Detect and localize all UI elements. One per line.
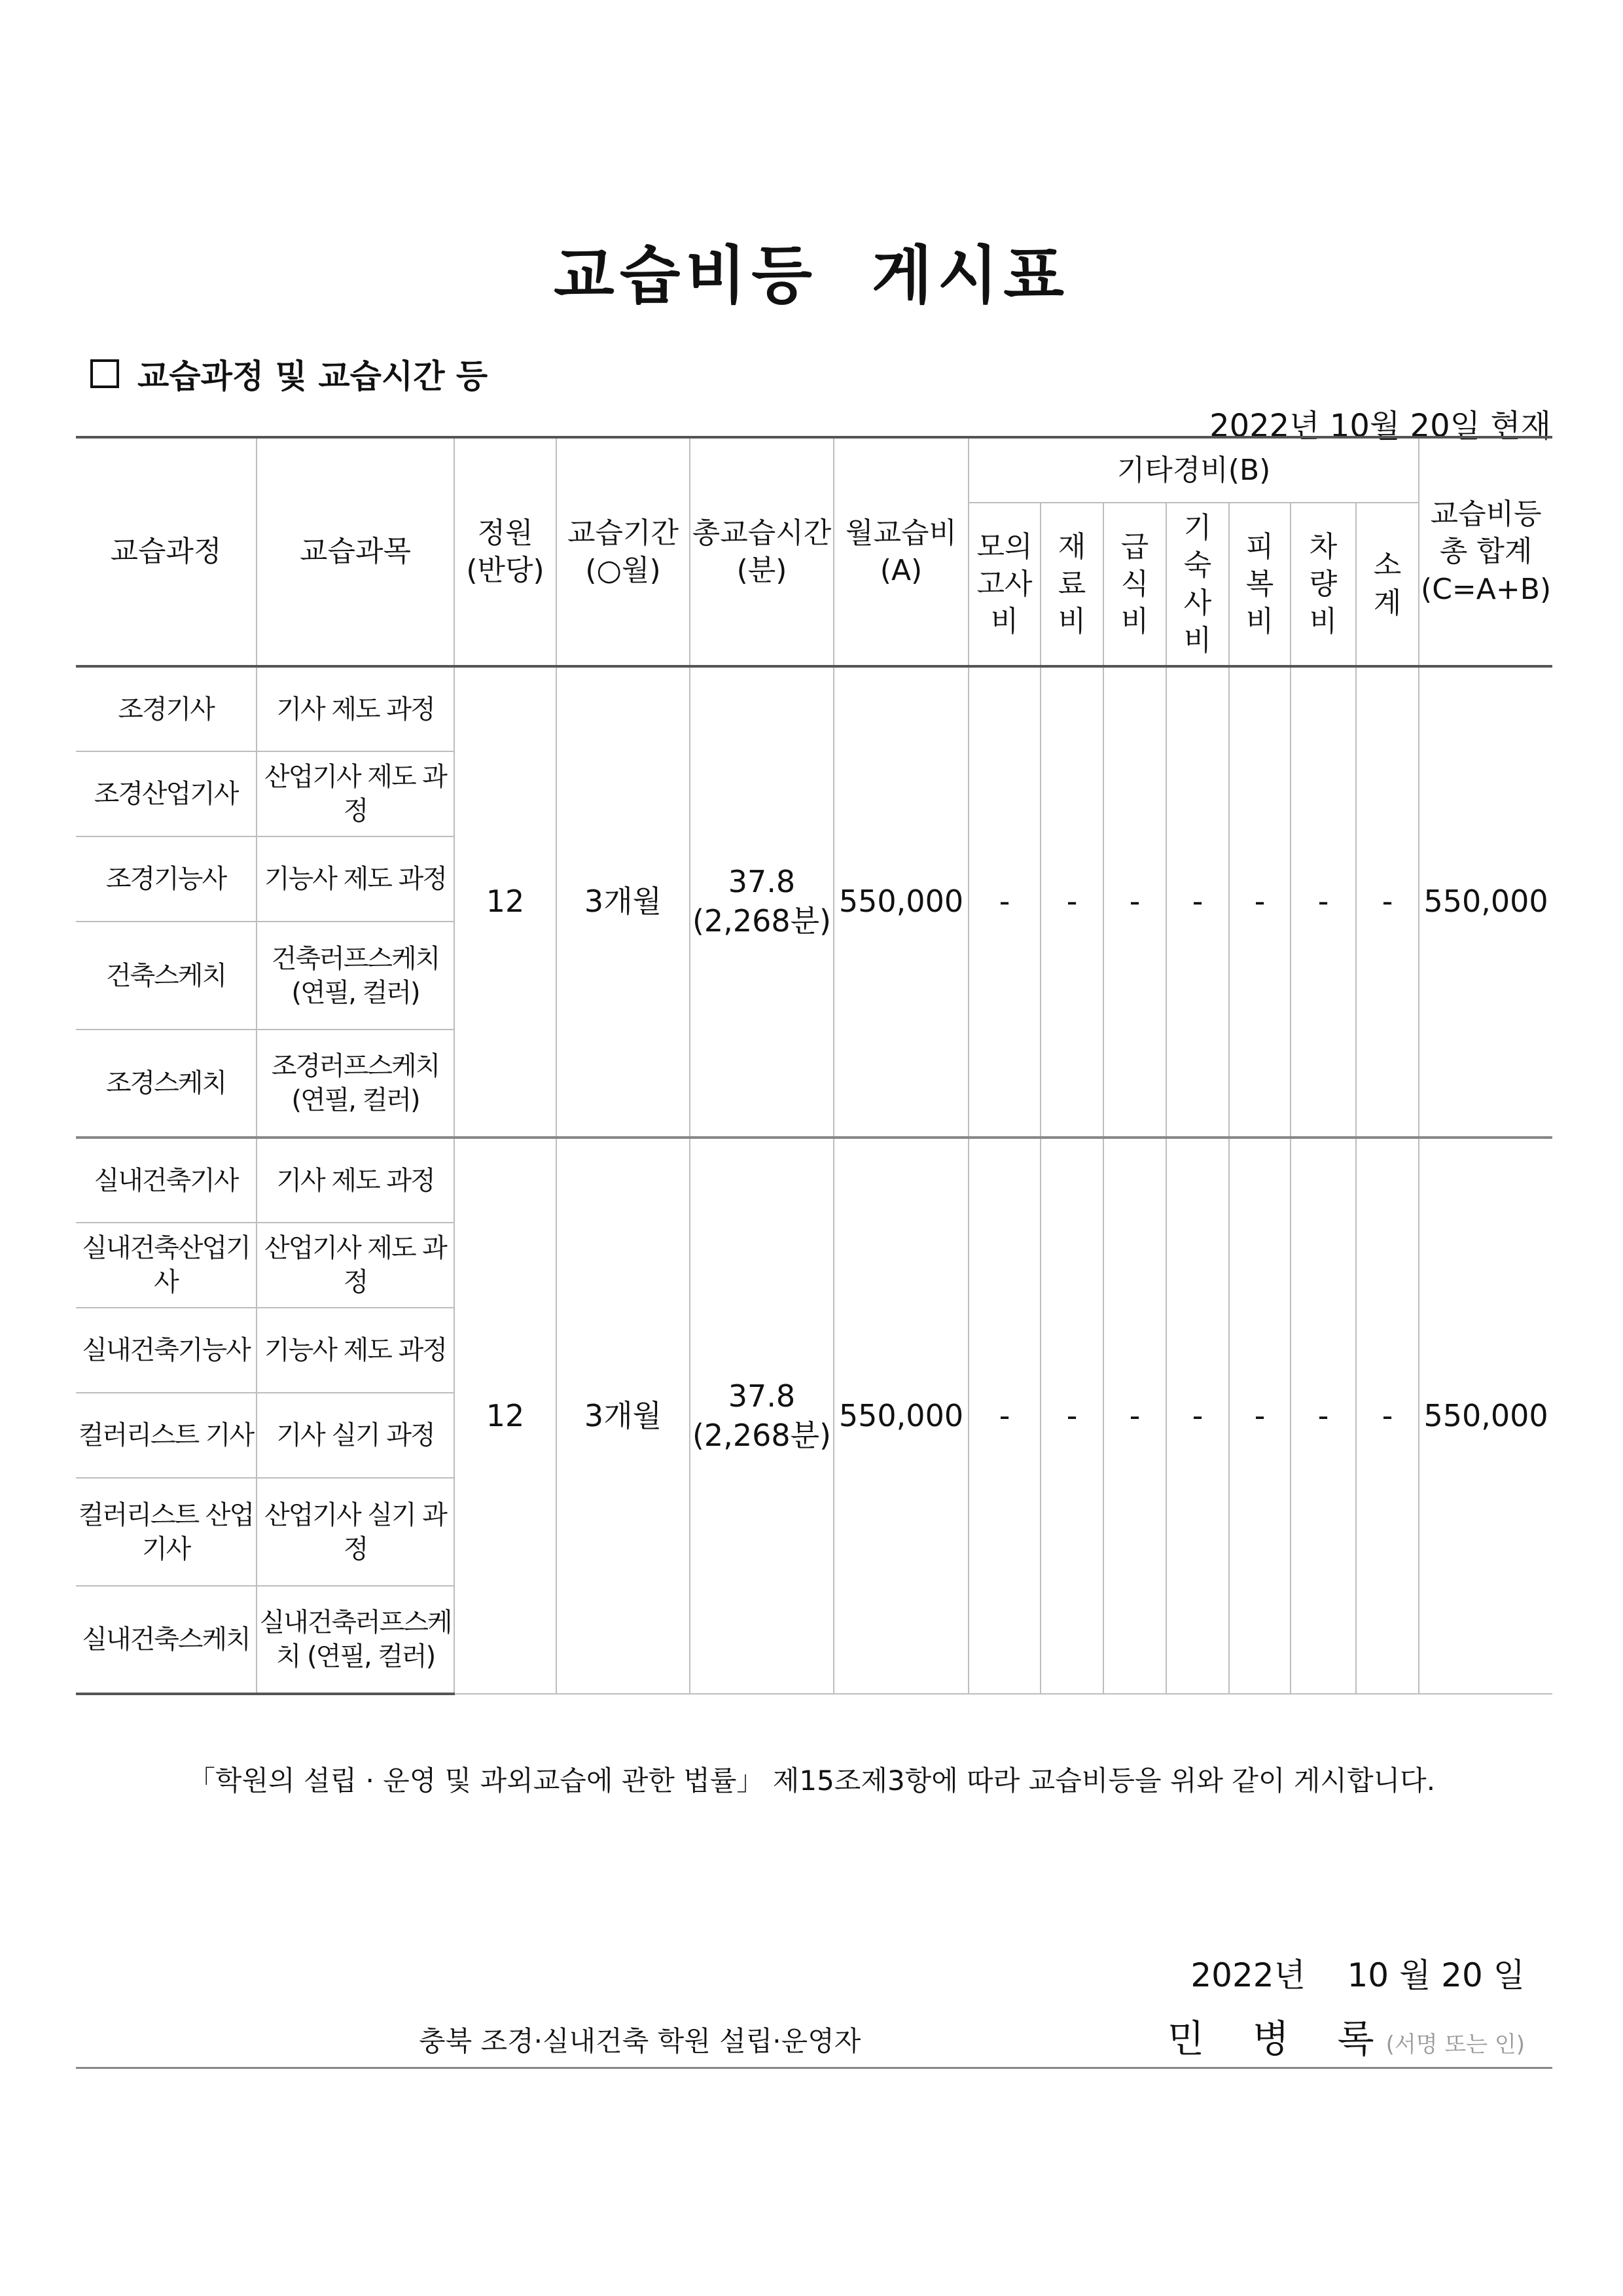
- course-cell: 컬러리스트 기사: [76, 1393, 257, 1478]
- course-cell: 컬러리스트 산업기사: [76, 1478, 257, 1586]
- header-row-1: [76, 437, 1552, 503]
- period-cell: 3개월: [556, 1138, 690, 1694]
- header-other-col: [1229, 503, 1291, 666]
- header-other-col: [1291, 503, 1356, 666]
- other-expense-cell: -: [1166, 1138, 1229, 1694]
- course-cell: 실내건축스케치: [76, 1586, 257, 1694]
- section-heading: [90, 350, 488, 397]
- header-other-col-text: 량: [1309, 567, 1338, 601]
- capacity-cell: 12: [454, 1138, 556, 1694]
- subject-cell: 실내건축러프스케치 (연필, 컬러): [257, 1586, 454, 1694]
- other-expense-cell: -: [1103, 1138, 1166, 1694]
- header-other-col: [969, 503, 1041, 666]
- bottom-rule: [76, 2067, 1552, 2069]
- subject-cell: 산업기사 실기 과정: [257, 1478, 454, 1586]
- header-hours-line2: (분): [736, 554, 787, 587]
- header-fee-line1: 월교습비: [845, 516, 957, 550]
- header-total-line3: (C=A+B): [1421, 572, 1552, 606]
- total-cell: 550,000: [1419, 1138, 1552, 1694]
- other-expense-cell: -: [1166, 666, 1229, 1138]
- course-cell: 조경산업기사: [76, 751, 257, 836]
- other-expense-cell: -: [1356, 666, 1419, 1138]
- header-other-col-text: 계: [1373, 586, 1402, 620]
- header-other-col-text: 소: [1373, 548, 1402, 583]
- header-other-col-text: 급: [1120, 529, 1149, 564]
- header-period: [556, 437, 690, 666]
- header-period-line2: (○월): [585, 554, 661, 587]
- header-other-col: [1166, 503, 1229, 666]
- header-other-col-text: 사: [1183, 586, 1212, 620]
- subject-cell: 기사 제도 과정: [257, 666, 454, 751]
- header-other-col-text: 료: [1058, 567, 1086, 601]
- header-other-col-text: 피: [1245, 529, 1274, 564]
- other-expense-cell: -: [969, 1138, 1041, 1694]
- subject-cell: 산업기사 제도 과정: [257, 1223, 454, 1308]
- other-expense-cell: -: [1229, 1138, 1291, 1694]
- course-cell: 조경스케치: [76, 1030, 257, 1138]
- subject-cell: 기사 제도 과정: [257, 1138, 454, 1223]
- other-expense-cell: -: [1291, 666, 1356, 1138]
- other-expense-cell: -: [1041, 1138, 1103, 1694]
- header-other-col-text: 비: [1058, 605, 1086, 639]
- subject-cell: 기사 실기 과정: [257, 1393, 454, 1478]
- monthly-fee-cell: 550,000: [834, 1138, 969, 1694]
- monthly-fee-cell: 550,000: [834, 666, 969, 1138]
- course-cell: 조경기능사: [76, 836, 257, 922]
- sign-date: 2022년 10 월 20 일: [1190, 1956, 1525, 1994]
- header-capacity: [454, 437, 556, 666]
- other-expense-cell: -: [1291, 1138, 1356, 1694]
- header-course: 교습과정: [76, 437, 257, 666]
- header-fee-line2: (A): [880, 554, 923, 587]
- subject-cell: 기능사 제도 과정: [257, 836, 454, 922]
- table-row: [76, 666, 1552, 751]
- capacity-cell: 12: [454, 666, 556, 1138]
- header-subject: 교습과목: [257, 437, 454, 666]
- legal-footnote: 「학원의 설립 · 운영 및 과외교습에 관한 법률」 제15조제3항에 따라 교습비등을 위와 같이 게시합니다.: [187, 1765, 1436, 1797]
- course-cell: 실내건축기능사: [76, 1308, 257, 1393]
- header-other-col-text: 숙: [1183, 548, 1212, 583]
- other-expense-cell: -: [1229, 666, 1291, 1138]
- header-other-expenses: 기타경비(B): [969, 437, 1419, 503]
- other-expense-cell: -: [1103, 666, 1166, 1138]
- header-other-col-text: 복: [1245, 567, 1274, 601]
- header-other-col-text: 식: [1120, 567, 1149, 601]
- header-total-line2: 총 합계: [1439, 535, 1533, 569]
- header-total-line1: 교습비등: [1430, 497, 1542, 531]
- as-of-date: 2022년 10월 20일 현재: [1209, 408, 1551, 444]
- header-other-col-text: 재: [1058, 529, 1086, 564]
- header-other-col: [1041, 503, 1103, 666]
- other-expense-cell: -: [1041, 666, 1103, 1138]
- subject-cell: 건축러프스케치 (연필, 컬러): [257, 922, 454, 1030]
- signer-block: [1168, 2008, 1525, 2063]
- other-expense-cell: -: [969, 666, 1041, 1138]
- header-hours: [690, 437, 834, 666]
- hours-minutes: (2,268분): [692, 1417, 832, 1453]
- page-title: 교습비등 게시표: [554, 239, 1069, 312]
- fee-table: [76, 436, 1552, 1695]
- period-cell: 3개월: [556, 666, 690, 1138]
- signer-note: (서명 또는 인): [1385, 2032, 1525, 2058]
- header-monthly-fee: [834, 437, 969, 666]
- header-other-col: [1356, 503, 1419, 666]
- header-capacity-line1: 정원: [477, 516, 533, 550]
- organization-name: 충북 조경·실내건축 학원 설립·운영자: [419, 2025, 861, 2057]
- subject-cell: 산업기사 제도 과정: [257, 751, 454, 836]
- header-other-col-text: 비: [1183, 623, 1212, 657]
- hours-minutes: (2,268분): [692, 903, 832, 939]
- hours-value: 37.8: [728, 864, 796, 900]
- total-cell: 550,000: [1419, 666, 1552, 1138]
- hours-cell: [690, 666, 834, 1138]
- checkbox-square-icon: [90, 359, 119, 388]
- hours-cell: [690, 1138, 834, 1694]
- course-cell: 실내건축기사: [76, 1138, 257, 1223]
- header-other-col-text: 비: [990, 605, 1019, 639]
- course-cell: 건축스케치: [76, 922, 257, 1030]
- header-total: [1419, 437, 1552, 666]
- header-other-col-text: 비: [1309, 605, 1338, 639]
- other-expense-cell: -: [1356, 1138, 1419, 1694]
- course-cell: 실내건축산업기사: [76, 1223, 257, 1308]
- section-heading-text: 교습과정 및 교습시간 등: [137, 357, 488, 395]
- header-other-col-text: 모의: [976, 529, 1033, 564]
- header-other-col-text: 기: [1183, 511, 1212, 545]
- hours-value: 37.8: [728, 1378, 796, 1414]
- subject-cell: 조경러프스케치 (연필, 컬러): [257, 1030, 454, 1138]
- header-period-line1: 교습기간: [567, 516, 679, 550]
- header-hours-line1: 총교습시간: [692, 516, 832, 550]
- course-cell: 조경기사: [76, 666, 257, 751]
- header-other-col-text: 차: [1309, 529, 1338, 564]
- header-other-col-text: 고사: [976, 567, 1033, 601]
- header-capacity-line2: (반당): [466, 554, 544, 587]
- signer-name: 민 병 록: [1168, 2017, 1374, 2061]
- subject-cell: 기능사 제도 과정: [257, 1308, 454, 1393]
- header-other-col-text: 비: [1120, 605, 1149, 639]
- header-other-col-text: 비: [1245, 605, 1274, 639]
- table-row: [76, 1138, 1552, 1223]
- header-other-col: [1103, 503, 1166, 666]
